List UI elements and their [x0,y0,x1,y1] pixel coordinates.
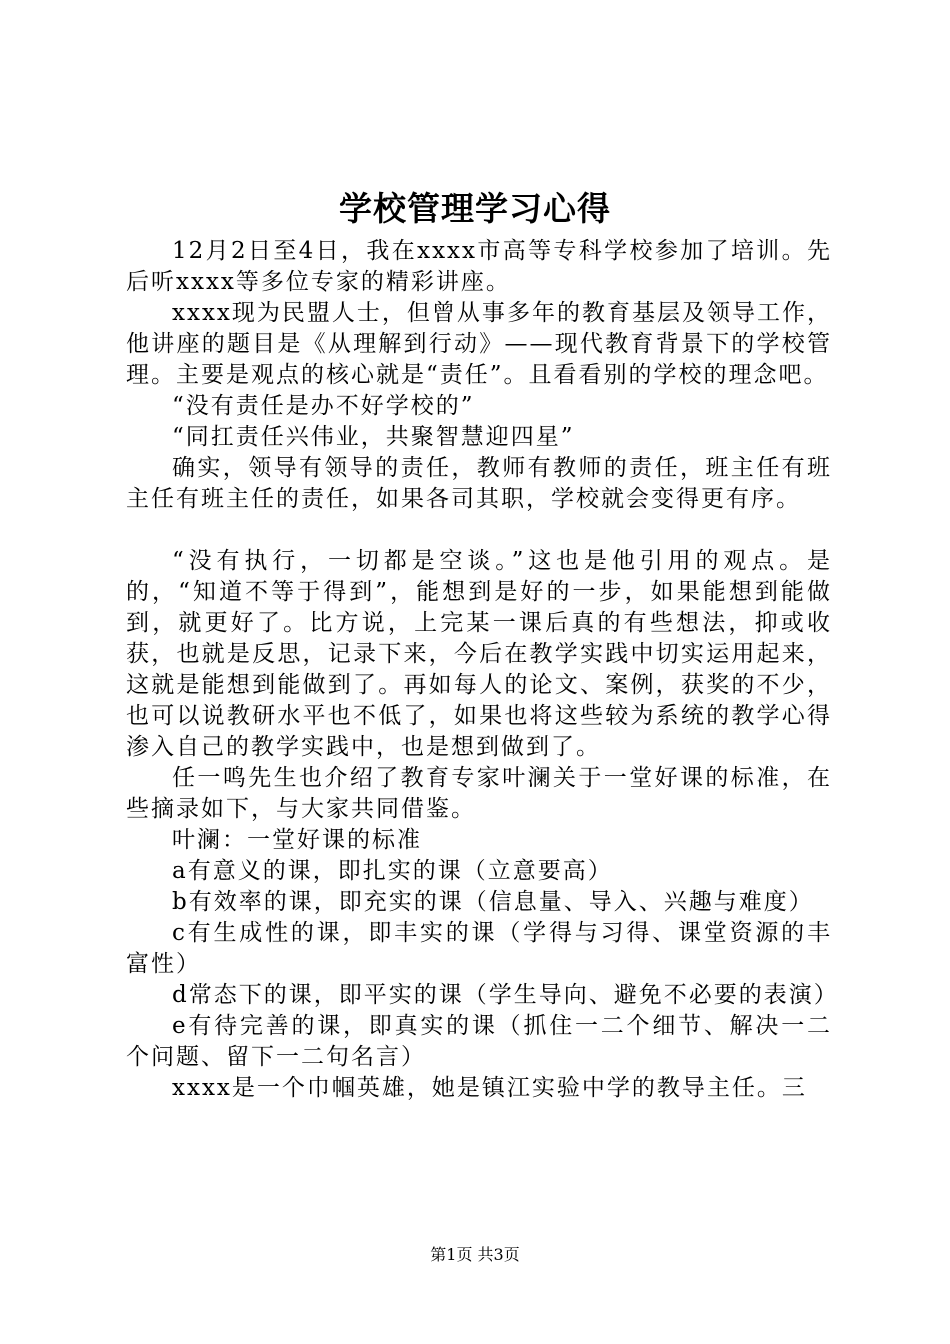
list-item: b有效率的课，即充实的课（信息量、导入、兴趣与难度） [172,889,814,915]
list-item: a有意义的课，即扎实的课（立意要高） [172,858,613,884]
list-item: e有待完善的课，即真实的课（抓住一二个细节、解决一二个问题、留下一二句名言） [126,1013,832,1070]
paragraph: “没有执行，一切都是空谈。”这也是他引用的观点。是的，“知道不等于得到”，能想到是好的一步，如果能想到能做到，就更好了。比方说，上完某一课后真的有些想法，抑或收获，也就是反思，记录下来，今后在教学实践中切实运用起来，这就是能想到能做到了。再如每人的论文、案例，获奖的不少，也可以说教研水平也不低了，如果也将这些较为系统的教学心得渗入自己的教学实践中，也是想到做到了。 [126,548,832,760]
paragraph: xxxx现为民盟人士，但曾从事多年的教育基层及领导工作，他讲座的题目是《从理解到行动》——现代教育背景下的学校管理。主要是观点的核心就是“责任”。且看看别的学校的理念吧。 [126,300,832,388]
paragraph: “没有责任是办不好学校的” [172,393,475,419]
page-footer: 第1页 共3页 [430,1245,520,1264]
document-body [126,236,839,1104]
paragraph: “同扛责任兴伟业，共聚智慧迎四星” [172,424,575,450]
list-item: c有生成性的课，即丰实的课（学得与习得、课堂资源的丰富性） [126,920,832,977]
paragraph: 叶澜：一堂好课的标准 [172,827,422,853]
document-title: 学校管理学习心得 [339,189,611,228]
paragraph: xxxx是一个巾帼英雄，她是镇江实验中学的教导主任。三 [172,1075,807,1101]
list-item: d常态下的课，即平实的课（学生导向、避免不必要的表演） [172,982,839,1008]
paragraph: 任一鸣先生也介绍了教育专家叶澜关于一堂好课的标准，在些摘录如下，与大家共同借鉴。 [126,765,832,822]
paragraph: 确实，领导有领导的责任，教师有教师的责任，班主任有班主任有班主任的责任，如果各司其职，学校就会变得更有序。 [126,455,832,512]
paragraph: 12月2日至4日，我在xxxx市高等专科学校参加了培训。先后听xxxx等多位专家的精彩讲座。 [126,238,832,295]
